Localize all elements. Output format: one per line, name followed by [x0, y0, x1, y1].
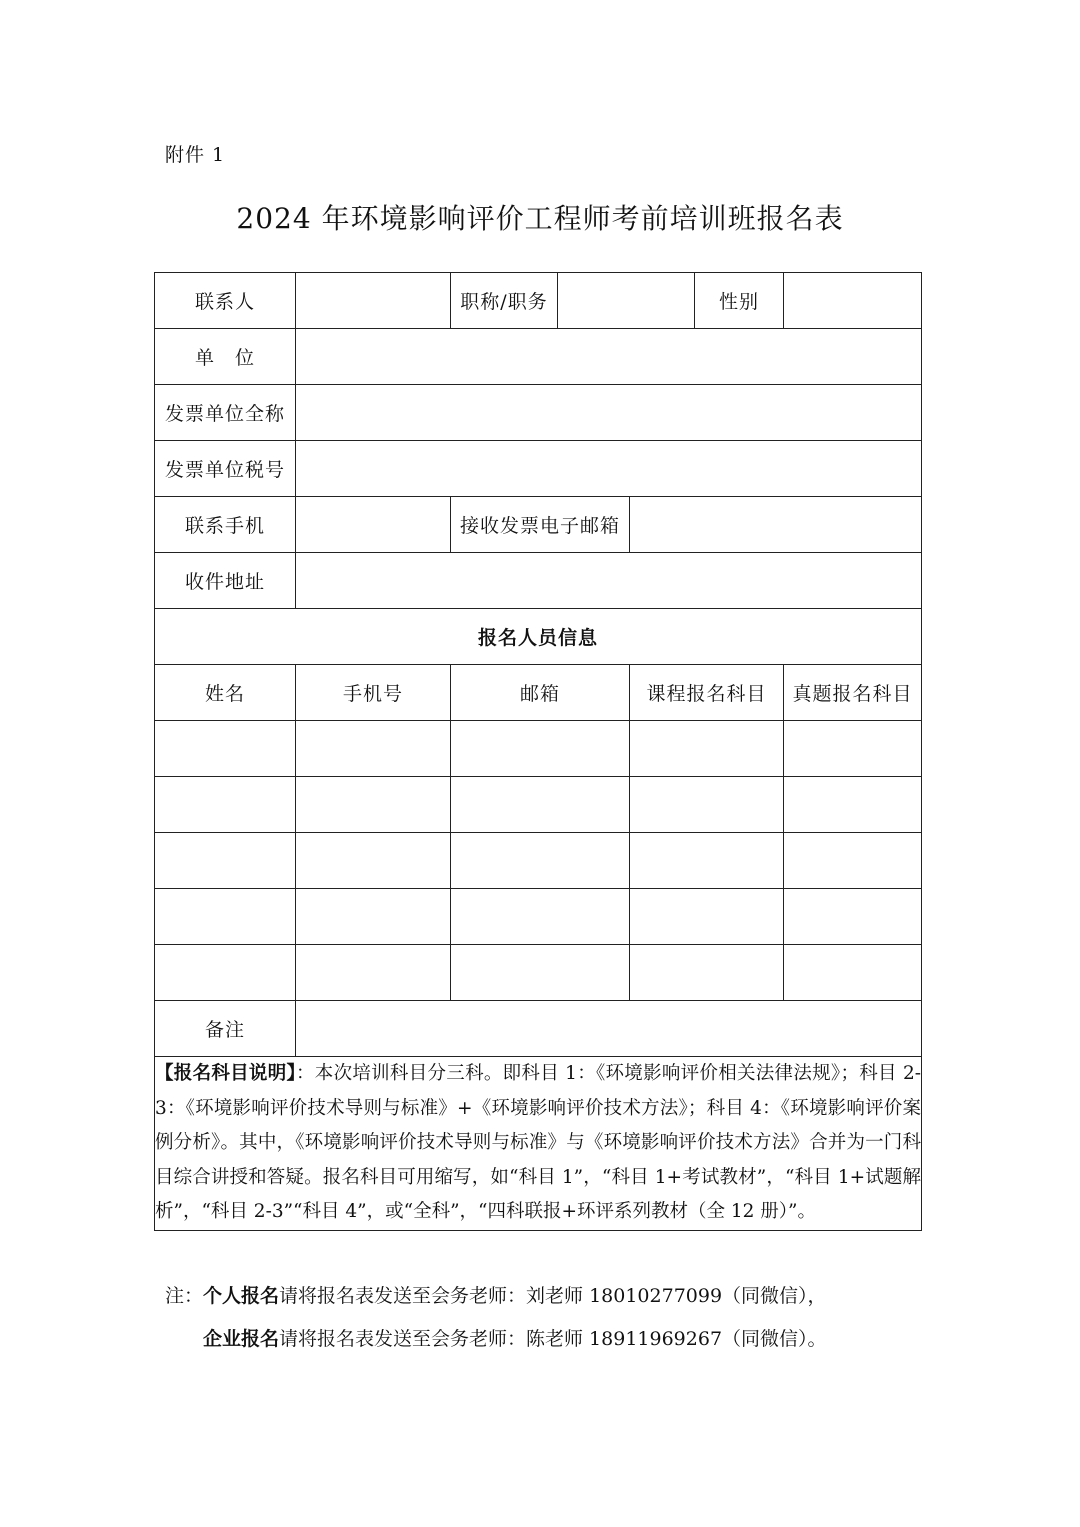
- gender-label: 性别: [695, 273, 784, 329]
- contact-label: 联系人: [155, 273, 296, 329]
- attendee-header-row: [155, 665, 922, 721]
- attendee-row: [155, 945, 922, 1001]
- attendee-phone-cell[interactable]: [296, 833, 451, 889]
- invoice-tax-field[interactable]: [296, 441, 922, 497]
- mobile-label: 联系手机: [155, 497, 296, 553]
- invoice-email-label: 接收发票电子邮箱: [451, 497, 630, 553]
- attendee-course-cell[interactable]: [630, 721, 784, 777]
- remarks-field[interactable]: [296, 1001, 922, 1057]
- note-enterprise-bold: 企业报名: [203, 1328, 280, 1350]
- registration-form: [154, 272, 922, 1231]
- col-header-course-subjects: 课程报名科目: [630, 665, 784, 721]
- attendee-email-cell[interactable]: [451, 833, 630, 889]
- attendee-email-cell[interactable]: [451, 889, 630, 945]
- invoice-tax-label: 发票单位税号: [155, 441, 296, 497]
- attendee-course-cell[interactable]: [630, 889, 784, 945]
- attendee-course-cell[interactable]: [630, 833, 784, 889]
- attendee-phone-cell[interactable]: [296, 777, 451, 833]
- attendee-exam-cell[interactable]: [784, 777, 922, 833]
- subject-explanation: [155, 1057, 922, 1231]
- invoice-name-field[interactable]: [296, 385, 922, 441]
- note-personal-bold: 个人报名: [203, 1285, 280, 1307]
- note-enterprise-text: 请将报名表发送至会务老师：陈老师 18911969267（同微信）。: [279, 1328, 827, 1350]
- position-label: 职称/职务: [451, 273, 558, 329]
- attendee-course-cell[interactable]: [630, 777, 784, 833]
- attendee-phone-cell[interactable]: [296, 945, 451, 1001]
- attendee-name-cell[interactable]: [155, 777, 296, 833]
- page-title: 2024 年环境影响评价工程师考前培训班报名表: [236, 202, 844, 235]
- section-title: 报名人员信息: [155, 609, 922, 665]
- attendee-exam-cell[interactable]: [784, 721, 922, 777]
- col-header-name: 姓名: [155, 665, 296, 721]
- note-personal-text: 请将报名表发送至会务老师：刘老师 18010277099（同微信），: [279, 1285, 827, 1307]
- col-header-email: 邮箱: [451, 665, 630, 721]
- note-enterprise: [203, 1324, 827, 1351]
- attendee-email-cell[interactable]: [451, 721, 630, 777]
- explanation-heading: 【报名科目说明】: [155, 1063, 297, 1084]
- attendee-exam-cell[interactable]: [784, 945, 922, 1001]
- attendee-exam-cell[interactable]: [784, 889, 922, 945]
- explanation-text: [155, 1057, 921, 1230]
- contact-field[interactable]: [296, 273, 451, 329]
- mobile-field[interactable]: [296, 497, 451, 553]
- explanation-body: ：本次培训科目分三科。即科目 1：《环境影响评价相关法律法规》；科目 2-3：《环境影响评价技术导则与标准》+《环境影响评价技术方法》；科目 4：《环境影响评价案例分析》。其中，《环境影响评价技术导则与标准》与《环境影响评价技术方法》合并为一门科目综合讲授和答疑。报名科目可用缩写，如“科目 1”，“科目 1+考试教材”，“科目 1+试题解析”，“科目 2-3”“科目 4”，或“全科”，“四科联报+环评系列教材（全 12 册）”。: [155, 1063, 921, 1223]
- attendee-phone-cell[interactable]: [296, 889, 451, 945]
- address-label: 收件地址: [155, 553, 296, 609]
- attendee-course-cell[interactable]: [630, 945, 784, 1001]
- note-prefix: 注：: [165, 1285, 204, 1307]
- attendee-name-cell[interactable]: [155, 889, 296, 945]
- note-personal: [165, 1281, 827, 1308]
- address-field[interactable]: [296, 553, 922, 609]
- attendee-name-cell[interactable]: [155, 721, 296, 777]
- attendee-phone-cell[interactable]: [296, 721, 451, 777]
- attachment-label: 附件 1: [165, 144, 226, 166]
- invoice-email-field[interactable]: [630, 497, 922, 553]
- position-field[interactable]: [558, 273, 695, 329]
- attendee-row: [155, 721, 922, 777]
- attendee-email-cell[interactable]: [451, 777, 630, 833]
- gender-field[interactable]: [784, 273, 922, 329]
- unit-label: 单 位: [155, 329, 296, 385]
- remarks-label: 备注: [155, 1001, 296, 1057]
- attendee-row: [155, 833, 922, 889]
- attendee-row: [155, 777, 922, 833]
- attendee-name-cell[interactable]: [155, 833, 296, 889]
- attendee-email-cell[interactable]: [451, 945, 630, 1001]
- attendee-exam-cell[interactable]: [784, 833, 922, 889]
- invoice-name-label: 发票单位全称: [155, 385, 296, 441]
- attendee-name-cell[interactable]: [155, 945, 296, 1001]
- col-header-exam-subjects: 真题报名科目: [784, 665, 922, 721]
- attendee-row: [155, 889, 922, 945]
- col-header-phone: 手机号: [296, 665, 451, 721]
- unit-field[interactable]: [296, 329, 922, 385]
